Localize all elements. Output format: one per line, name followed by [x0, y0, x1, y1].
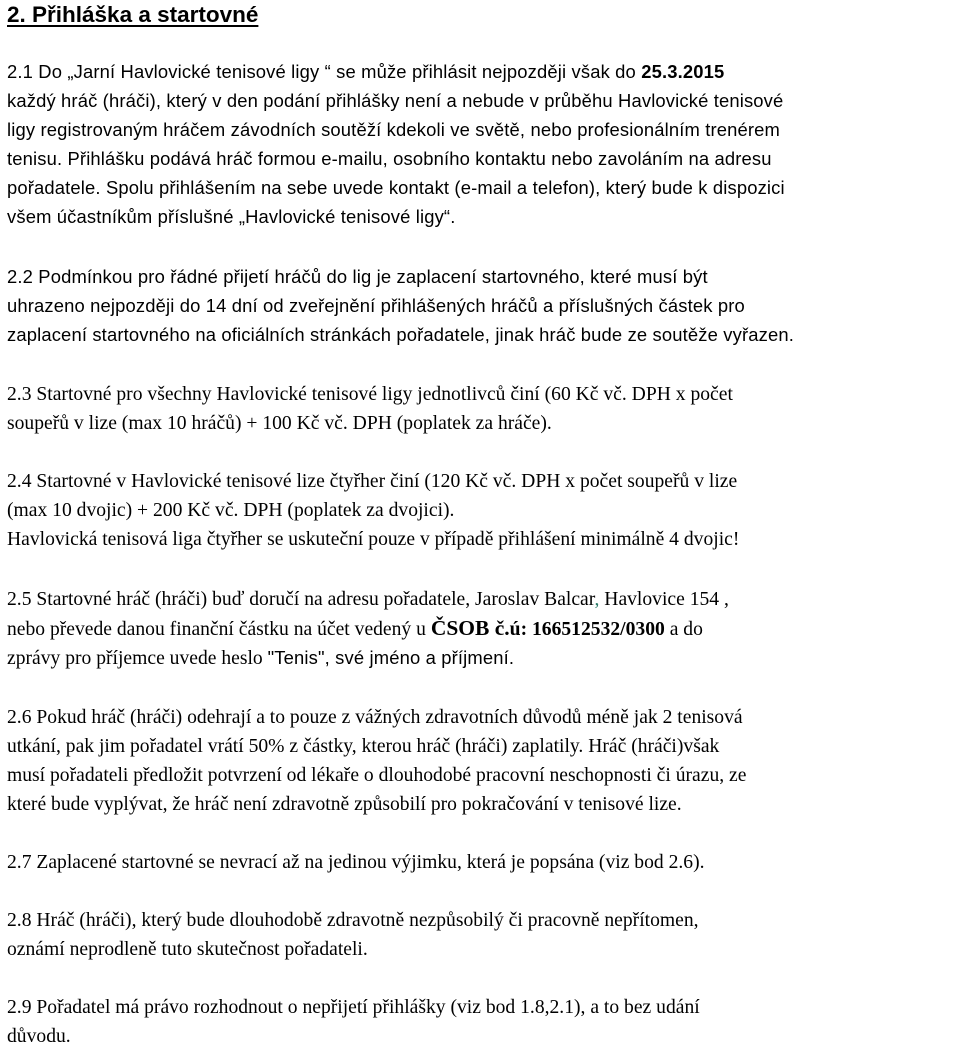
- text-run: zprávy pro příjemce uvede heslo: [7, 648, 268, 669]
- paragraph-2-1: [7, 57, 785, 231]
- paragraph-line: musí pořadateli předložit potvrzení od lékaře o dlouhodobé pracovní neschopnosti či úrazu, ze: [7, 765, 747, 786]
- paragraph-2-6: [7, 703, 746, 819]
- paragraph-line: ligy registrovaným hráčem závodních soutěží kdekoli ve světě, nebo profesionálním trenérem: [7, 119, 780, 140]
- paragraph-line: zaplacení startovného na oficiálních stránkách pořadatele, jinak hráč bude ze soutěže vyřazen.: [7, 324, 794, 345]
- paragraph-line: 2.8 Hráč (hráči), který bude dlouhodobě zdravotně nezpůsobilý či pracovně nepřítomen,: [7, 910, 699, 931]
- text-run: tenisu.: [7, 148, 68, 169]
- paragraph-line: 2.2 Podmínkou pro řádné přijetí hráčů do lig je zaplacení startovného, které musí být: [7, 266, 708, 287]
- paragraph-line: které bude vyplývat, že hráč není zdravotně způsobilí pro pokračování v tenisové lize.: [7, 794, 682, 815]
- paragraph-line: 2.9 Pořadatel má právo rozhodnout o nepřijetí přihlášky (viz bod 1.8,2.1), a to bez udání: [7, 997, 700, 1018]
- paragraph-2-7: [7, 848, 705, 877]
- text-run: nebo převede danou finanční částku na účet vedený u: [7, 619, 431, 640]
- paragraph-line: 2.7 Zaplacené startovné se nevrací až na jedinou výjimku, která je popsána (viz bod 2.6).: [7, 852, 705, 873]
- account-number: ú: 166512532/0300: [509, 619, 665, 640]
- section-heading: 2. Přihláška a startovné: [7, 2, 259, 27]
- text-run: 2.5 Startovné hráč (hráči) buď doručí na adresu pořadatele, Jaroslav Balcar: [7, 589, 595, 610]
- paragraph-2-5: [7, 585, 729, 672]
- paragraph-line: utkání, pak jim pořadatel vrátí 50% z částky, kterou hráč (hráči) zaplatily. Hráč (hráči)však: [7, 736, 720, 757]
- text-run: "Tenis", své jméno a příjmení.: [267, 647, 515, 668]
- paragraph-2-3: [7, 380, 733, 438]
- paragraph-line: každý hráč (hráči), který v den podání přihlášky není a nebude v průběhu Havlovické tenisové: [7, 90, 784, 111]
- paragraph-line: důvodu.: [7, 1026, 71, 1047]
- deadline-date: 25.3.2015: [641, 61, 725, 82]
- paragraph-2-9: [7, 993, 700, 1051]
- paragraph-line: Havlovická tenisová liga čtyřher se uskuteční pouze v případě přihlášení minimálně 4 dvojic!: [7, 529, 740, 550]
- paragraph-line: [7, 585, 729, 614]
- paragraph-line: 2.3 Startovné pro všechny Havlovické tenisové ligy jednotlivců činí (60 Kč vč. DPH x počet: [7, 384, 733, 405]
- paragraph-line: oznámí neprodleně tuto skutečnost pořadateli.: [7, 939, 368, 960]
- accent-comma: ,: [594, 589, 600, 610]
- paragraph-line: 2.4 Startovné v Havlovické tenisové lize čtyřher činí (120 Kč vč. DPH x počet soupeřů v lize: [7, 471, 738, 492]
- paragraph-2-2: [7, 262, 794, 349]
- paragraph-2-4: [7, 467, 739, 554]
- text-run: Přihlášku podává hráč formou e-mailu, osobního kontaktu nebo zavoláním na adresu: [67, 148, 772, 169]
- paragraph-line: 2.6 Pokud hráč (hráči) odehrají a to pouze z vážných zdravotních důvodů méně jak 2 tenisová: [7, 707, 743, 728]
- bank-name: ČSOB č.: [430, 616, 510, 640]
- text-run: Havlovice 154 ,: [599, 589, 729, 610]
- paragraph-2-8: [7, 906, 699, 964]
- paragraph-line: [7, 643, 729, 672]
- paragraph-line: uhrazeno nejpozději do 14 dní od zveřejnění přihlášených hráčů a příslušných částek pro: [7, 295, 745, 316]
- text-run: 2.1 Do „Jarní Havlovické tenisové ligy “ se může přihlásit nejpozději však do: [7, 61, 642, 82]
- paragraph-line: soupeřů v lize (max 10 hráčů) + 100 Kč vč. DPH (poplatek za hráče).: [7, 413, 552, 434]
- paragraph-line: [7, 57, 785, 86]
- text-run: a do: [664, 619, 703, 640]
- paragraph-line: [7, 614, 729, 643]
- paragraph-line: (max 10 dvojic) + 200 Kč vč. DPH (poplatek za dvojici).: [7, 500, 455, 521]
- text-run: Spolu přihlášením na sebe uvede kontakt (e-mail a telefon), který bude k dispozici: [105, 177, 785, 198]
- paragraph-line: [7, 144, 785, 173]
- paragraph-line: [7, 173, 785, 202]
- paragraph-line: všem účastníkům příslušné „Havlovické tenisové ligy“.: [7, 206, 456, 227]
- text-run: pořadatele.: [7, 177, 106, 198]
